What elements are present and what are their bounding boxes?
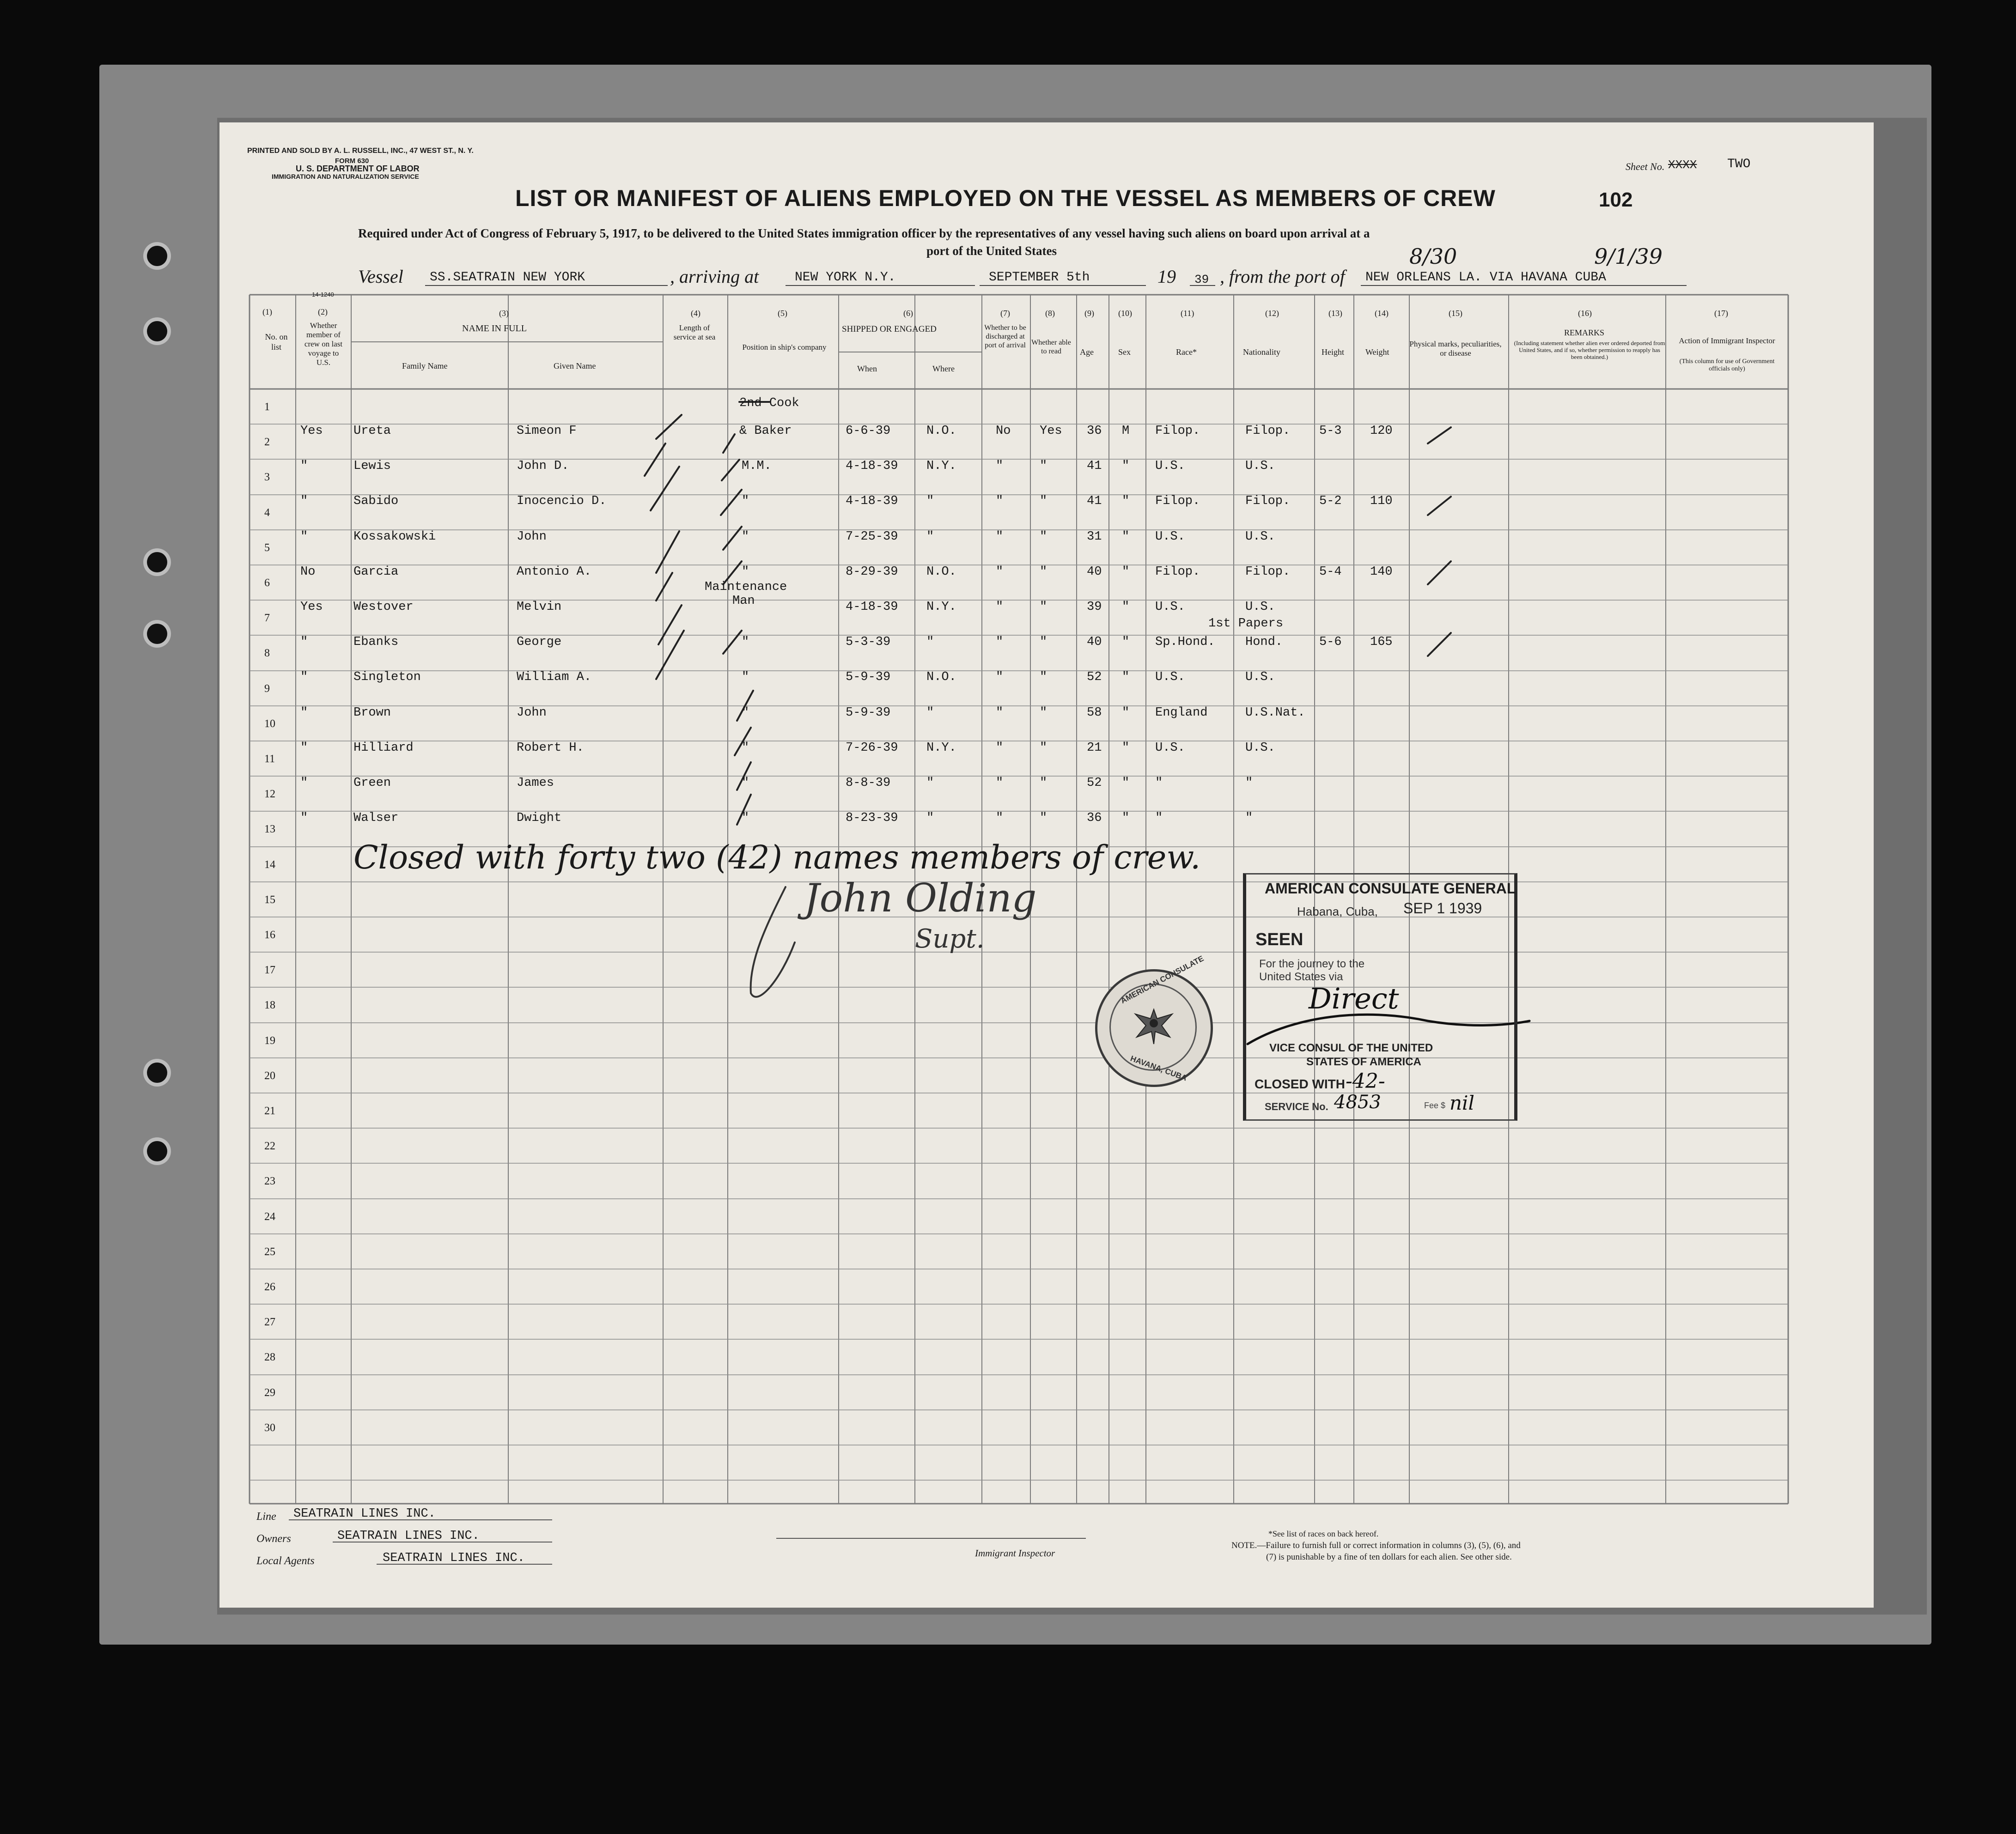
row-number: 19 <box>264 1034 275 1047</box>
sex: " <box>1122 565 1130 579</box>
row-number: 22 <box>264 1140 275 1153</box>
family-name: Hilliard <box>353 741 414 755</box>
position: " <box>742 811 749 826</box>
shipped-when: 5-9-39 <box>846 705 891 720</box>
col-14-header: Weight <box>1365 347 1389 357</box>
shipped-where: N.Y. <box>926 600 956 614</box>
nationality: U.S. <box>1245 459 1275 474</box>
weight: 120 <box>1370 424 1393 438</box>
col-5-num: (5) <box>778 309 787 318</box>
race: U.S. <box>1155 670 1185 685</box>
able-to-read: Yes <box>1040 424 1062 438</box>
stamp-vice-consul: VICE CONSUL OF THE UNITED <box>1269 1042 1433 1054</box>
row-number: 11 <box>264 753 275 765</box>
col-8-header: Whether able to read <box>1031 339 1071 355</box>
row-number: 23 <box>264 1175 275 1188</box>
form-code: 14-1240 <box>312 291 334 298</box>
shipped-where: " <box>926 635 934 650</box>
sex: " <box>1122 670 1130 685</box>
col-16-header: REMARKS <box>1564 328 1605 337</box>
shipped-where: " <box>926 494 934 509</box>
position: " <box>742 741 749 755</box>
shipped-where: " <box>926 705 934 720</box>
discharged: " <box>996 705 1004 720</box>
stamp-fee: nil <box>1450 1092 1474 1114</box>
weight: 110 <box>1370 494 1393 509</box>
shipped-when: 8-23-39 <box>846 811 898 826</box>
position: " <box>742 670 749 685</box>
position: Maintenance <box>705 580 787 594</box>
race: U.S. <box>1155 459 1185 474</box>
footer-owners-label: Owners <box>256 1533 291 1545</box>
col-6b-header: Where <box>932 364 955 373</box>
sheet-label: Sheet No. <box>1626 161 1665 172</box>
crew-on-last-voyage: " <box>300 670 308 685</box>
printer-line: PRINTED AND SOLD BY A. L. RUSSELL, INC., 47 WEST ST., N. Y. <box>247 147 474 155</box>
col-7-num: (7) <box>1000 309 1010 318</box>
stamp-service-number: 4853 <box>1334 1092 1381 1113</box>
col-3a-header: Family Name <box>402 361 448 370</box>
given-name: John <box>517 529 547 544</box>
crew-on-last-voyage: " <box>300 494 308 509</box>
discharged: " <box>996 565 1004 579</box>
sex: " <box>1122 494 1130 509</box>
given-name: Antonio A. <box>517 565 592 579</box>
col-2-num: (2) <box>318 307 328 316</box>
row-number: 13 <box>264 823 275 836</box>
able-to-read: " <box>1040 776 1048 790</box>
crew-on-last-voyage: Yes <box>300 600 323 614</box>
nationality: U.S. <box>1245 529 1275 544</box>
vessel-name: SS.SEATRAIN NEW YORK <box>430 270 585 285</box>
discharged: " <box>996 670 1004 685</box>
col-2-header: Whether member of crew on last voyage to U.S. <box>304 321 343 367</box>
row-number: 9 <box>264 682 270 695</box>
nationality: Filop. <box>1245 565 1291 579</box>
handwritten-date-2: 9/1/39 <box>1594 244 1663 269</box>
height: 5-2 <box>1319 494 1342 509</box>
inspector-label: Immigrant Inspector <box>975 1548 1055 1559</box>
age: 40 <box>1087 635 1102 650</box>
race: England <box>1155 705 1208 720</box>
col-1-header: No. on list <box>265 332 288 352</box>
row-number: 28 <box>264 1351 275 1364</box>
col-3-num: (3) <box>499 309 509 318</box>
position: " <box>742 705 749 720</box>
given-name: Melvin <box>517 600 562 614</box>
shipped-where: N.Y. <box>926 741 956 755</box>
given-name: George <box>517 635 562 650</box>
from-port: NEW ORLEANS LA. VIA HAVANA CUBA <box>1365 270 1606 285</box>
stamp-date: SEP 1 1939 <box>1403 900 1482 917</box>
col-13-header: Height <box>1322 347 1344 357</box>
age: 41 <box>1087 459 1102 474</box>
footer-agents-value: SEATRAIN LINES INC. <box>383 1551 525 1565</box>
nationality: U.S. <box>1245 670 1275 685</box>
stamp-via: United States via <box>1259 971 1343 983</box>
nationality-note: 1st Papers <box>1208 617 1284 631</box>
family-name: Westover <box>353 600 414 614</box>
race: U.S. <box>1155 529 1185 544</box>
discharged: " <box>996 600 1004 614</box>
row-number: 7 <box>264 612 270 625</box>
col-15-header: Physical marks, peculiarities, or disease <box>1409 340 1502 358</box>
shipped-when: 5-9-39 <box>846 670 891 685</box>
able-to-read: " <box>1040 741 1048 755</box>
footer-line-value: SEATRAIN LINES INC. <box>293 1507 436 1521</box>
row-number: 6 <box>264 577 270 589</box>
col-6a-header: When <box>857 364 877 373</box>
col-17-num: (17) <box>1714 309 1728 318</box>
stamp-journey: For the journey to the <box>1259 958 1365 970</box>
age: 36 <box>1087 424 1102 438</box>
sex: " <box>1122 600 1130 614</box>
race: " <box>1155 811 1163 826</box>
race: Filop. <box>1155 424 1200 438</box>
position: " <box>742 565 749 579</box>
row-number: 27 <box>264 1316 275 1329</box>
row-number: 12 <box>264 788 275 801</box>
year-prefix: 19 <box>1157 266 1176 287</box>
footer-line-label: Line <box>256 1511 276 1523</box>
age: 39 <box>1087 600 1102 614</box>
able-to-read: " <box>1040 529 1048 544</box>
discharged: " <box>996 741 1004 755</box>
footer-note-3: (7) is punishable by a fine of ten dollars for each alien. See other side. <box>1266 1552 1512 1562</box>
col-10-num: (10) <box>1118 309 1132 318</box>
col-8-num: (8) <box>1045 309 1055 318</box>
discharged: No <box>996 424 1011 438</box>
year: 39 <box>1194 273 1209 286</box>
age: 40 <box>1087 565 1102 579</box>
signature: John Olding <box>804 875 1037 921</box>
given-name: Dwight <box>517 811 562 826</box>
service-name: IMMIGRATION AND NATURALIZATION SERVICE <box>272 173 419 180</box>
given-name: John <box>517 705 547 720</box>
nationality: Filop. <box>1245 424 1291 438</box>
weight: 140 <box>1370 565 1393 579</box>
col-7-header: Whether to be discharged at port of arrival <box>984 324 1026 349</box>
able-to-read: " <box>1040 635 1048 650</box>
col-15-num: (15) <box>1449 309 1462 318</box>
handwritten-date-1: 8/30 <box>1409 244 1457 269</box>
row-number: 30 <box>264 1421 275 1434</box>
row-number: 21 <box>264 1105 275 1117</box>
consulate-seal: AMERICAN CONSULATE HAVANA, CUBA <box>1095 969 1213 1087</box>
position: " <box>742 494 749 509</box>
nationality: U.S. <box>1245 741 1275 755</box>
family-name: Green <box>353 776 391 790</box>
able-to-read: " <box>1040 705 1048 720</box>
col-6-num: (6) <box>903 309 913 318</box>
sex: " <box>1122 741 1130 755</box>
nationality: " <box>1245 811 1253 826</box>
discharged: " <box>996 811 1004 826</box>
col-13-num: (13) <box>1328 309 1342 318</box>
race: Filop. <box>1155 565 1200 579</box>
sex: " <box>1122 705 1130 720</box>
given-name: Simeon F <box>517 424 577 438</box>
from-label: , from the port of <box>1220 266 1345 287</box>
page-title: LIST OR MANIFEST OF ALIENS EMPLOYED ON THE VESSEL AS MEMBERS OF CREW <box>515 185 1496 211</box>
age: 36 <box>1087 811 1102 826</box>
nationality: Hond. <box>1245 635 1283 650</box>
row-number: 4 <box>264 506 270 519</box>
row-number: 16 <box>264 929 275 941</box>
stamp-service-label: SERVICE No. <box>1265 1101 1328 1112</box>
discharged: " <box>996 494 1004 509</box>
vessel-label: Vessel <box>358 266 403 287</box>
col-14-num: (14) <box>1375 309 1389 318</box>
signature-title: Supt. <box>915 924 985 954</box>
footer-note-1: *See list of races on back hereof. <box>1268 1529 1379 1538</box>
row-number: 10 <box>264 717 275 730</box>
col-16-num: (16) <box>1578 309 1592 318</box>
stamp-closed-label: CLOSED WITH <box>1255 1077 1345 1091</box>
able-to-read: " <box>1040 670 1048 685</box>
nationality: Filop. <box>1245 494 1291 509</box>
family-name: Kossakowski <box>353 529 436 544</box>
height: 5-6 <box>1319 635 1342 650</box>
arrival-date: SEPTEMBER 5th <box>989 270 1090 285</box>
shipped-where: N.Y. <box>926 459 956 474</box>
row-number: 25 <box>264 1245 275 1258</box>
able-to-read: " <box>1040 459 1048 474</box>
shipped-when: 6-6-39 <box>846 424 891 438</box>
arriving-port: NEW YORK N.Y. <box>795 270 896 285</box>
eagle-icon <box>1128 1000 1179 1051</box>
shipped-when: 4-18-39 <box>846 494 898 509</box>
row-number: 14 <box>264 858 275 871</box>
col-17-header: Action of Immigrant Inspector <box>1679 336 1775 345</box>
row-number: 17 <box>264 964 275 977</box>
crew-on-last-voyage: " <box>300 459 308 474</box>
height: 5-3 <box>1319 424 1342 438</box>
row-number: 5 <box>264 541 270 554</box>
discharged: " <box>996 635 1004 650</box>
discharged: " <box>996 776 1004 790</box>
race: Filop. <box>1155 494 1200 509</box>
shipped-where: N.O. <box>926 670 956 685</box>
race: Sp.Hond. <box>1155 635 1215 650</box>
closing-note: Closed with forty two (42) names members of crew. <box>353 838 1201 876</box>
position: " <box>742 776 749 790</box>
crew-on-last-voyage: " <box>300 705 308 720</box>
col-3b-header: Given Name <box>554 361 596 370</box>
col-16-note: (Including statement whether alien ever ordered deported from United States, and if so, whether permission to reapply has been obtained.) <box>1514 340 1665 360</box>
shipped-when: 8-29-39 <box>846 565 898 579</box>
given-name: Robert H. <box>517 741 584 755</box>
row-number: 2 <box>264 436 270 449</box>
col-12-header: Nationality <box>1243 347 1280 357</box>
family-name: Garcia <box>353 565 399 579</box>
arriving-label: , arriving at <box>670 266 759 287</box>
stamp-city: Habana, Cuba, <box>1297 905 1378 918</box>
discharged: " <box>996 459 1004 474</box>
sheet-number: TWO <box>1727 157 1751 171</box>
shipped-when: 4-18-39 <box>846 459 898 474</box>
page-number: 102 <box>1599 188 1633 211</box>
position: " <box>742 529 749 544</box>
col-11-num: (11) <box>1181 309 1194 318</box>
footer-owners-value: SEATRAIN LINES INC. <box>337 1529 480 1543</box>
age: 52 <box>1087 776 1102 790</box>
col-11-header: Race* <box>1176 347 1197 357</box>
able-to-read: " <box>1040 494 1048 509</box>
col-17-note: (This column for use of Government officials only) <box>1679 358 1775 372</box>
sex: " <box>1122 529 1130 544</box>
shipped-when: 8-8-39 <box>846 776 891 790</box>
nationality: " <box>1245 776 1253 790</box>
sex: M <box>1122 424 1130 438</box>
shipped-where: " <box>926 776 934 790</box>
position: " <box>742 635 749 650</box>
sheet-struck: XXXX <box>1668 158 1697 172</box>
col-12-num: (12) <box>1265 309 1279 318</box>
stamp-consulate: AMERICAN CONSULATE GENERAL <box>1265 880 1516 897</box>
sex: " <box>1122 459 1130 474</box>
stamp-fee-label: Fee $ <box>1424 1101 1446 1110</box>
shipped-when: 5-3-39 <box>846 635 891 650</box>
row-number: 20 <box>264 1069 275 1082</box>
able-to-read: " <box>1040 565 1048 579</box>
row-number: 1 <box>264 401 270 413</box>
shipped-when: 4-18-39 <box>846 600 898 614</box>
subtitle-2: port of the United States <box>926 244 1057 258</box>
sex: " <box>1122 635 1130 650</box>
row-number: 26 <box>264 1281 275 1293</box>
age: 41 <box>1087 494 1102 509</box>
sex: " <box>1122 776 1130 790</box>
position: M.M. <box>742 459 772 474</box>
crew-on-last-voyage: " <box>300 811 308 826</box>
family-name: Lewis <box>353 459 391 474</box>
crew-on-last-voyage: " <box>300 529 308 544</box>
family-name: Singleton <box>353 670 421 685</box>
position-line-2: Man <box>732 594 755 608</box>
shipped-where: " <box>926 811 934 826</box>
discharged: " <box>996 529 1004 544</box>
form-number: FORM 630 <box>335 157 369 165</box>
row-number: 29 <box>264 1386 275 1399</box>
weight: 165 <box>1370 635 1393 650</box>
race: " <box>1155 776 1163 790</box>
row-number: 18 <box>264 999 275 1012</box>
col-4-header: Length of service at sea <box>673 323 716 341</box>
stamp-direct: Direct <box>1309 982 1399 1015</box>
footer-note-2: NOTE.—Failure to furnish full or correct information in columns (3), (5), (6), and <box>1231 1541 1521 1550</box>
col-9-header: Age <box>1080 347 1094 357</box>
sex: " <box>1122 811 1130 826</box>
stamp-states: STATES OF AMERICA <box>1306 1056 1421 1068</box>
race: U.S. <box>1155 600 1185 614</box>
age: 31 <box>1087 529 1102 544</box>
subtitle: Required under Act of Congress of February 5, 1917, to be delivered to the United States immigration officer by the representatives of any vessel having such aliens on board upon arrival at a <box>358 226 1370 240</box>
crew-on-last-voyage: No <box>300 565 316 579</box>
col-4-num: (4) <box>691 309 700 318</box>
age: 52 <box>1087 670 1102 685</box>
position-line-2: & Baker <box>739 424 792 438</box>
row-number: 3 <box>264 471 270 484</box>
col-1-num: (1) <box>262 307 272 316</box>
crew-on-last-voyage: " <box>300 635 308 650</box>
stamp-seen: SEEN <box>1255 930 1303 949</box>
nationality: U.S. <box>1245 600 1275 614</box>
shipped-when: 7-25-39 <box>846 529 898 544</box>
able-to-read: " <box>1040 811 1048 826</box>
consulate-stamp <box>1243 873 1517 1121</box>
row-number: 8 <box>264 647 270 660</box>
nationality: U.S.Nat. <box>1245 705 1305 720</box>
col-6-header: SHIPPED OR ENGAGED <box>842 324 937 334</box>
given-name: James <box>517 776 554 790</box>
age: 58 <box>1087 705 1102 720</box>
department: U. S. DEPARTMENT OF LABOR <box>296 164 420 173</box>
family-name: Brown <box>353 705 391 720</box>
stamp-closed-value: -42- <box>1346 1069 1385 1093</box>
able-to-read: " <box>1040 600 1048 614</box>
crew-on-last-voyage: " <box>300 776 308 790</box>
crew-on-last-voyage: " <box>300 741 308 755</box>
shipped-where: N.O. <box>926 424 956 438</box>
position: 2nd Cook <box>739 396 799 410</box>
family-name: Walser <box>353 811 399 826</box>
family-name: Ebanks <box>353 635 399 650</box>
shipped-when: 7-26-39 <box>846 741 898 755</box>
shipped-where: N.O. <box>926 565 956 579</box>
height: 5-4 <box>1319 565 1342 579</box>
given-name: John D. <box>517 459 569 474</box>
col-5-header: Position in ship's company <box>742 343 827 352</box>
col-9-num: (9) <box>1084 309 1094 318</box>
shipped-where: " <box>926 529 934 544</box>
family-name: Ureta <box>353 424 391 438</box>
age: 21 <box>1087 741 1102 755</box>
given-name: William A. <box>517 670 592 685</box>
crew-on-last-voyage: Yes <box>300 424 323 438</box>
given-name: Inocencio D. <box>517 494 607 509</box>
race: U.S. <box>1155 741 1185 755</box>
footer-agents-label: Local Agents <box>256 1555 315 1567</box>
col-3-header: NAME IN FULL <box>462 323 527 334</box>
col-10-header: Sex <box>1118 347 1131 357</box>
row-number: 24 <box>264 1210 275 1223</box>
row-number: 15 <box>264 893 275 906</box>
family-name: Sabido <box>353 494 399 509</box>
